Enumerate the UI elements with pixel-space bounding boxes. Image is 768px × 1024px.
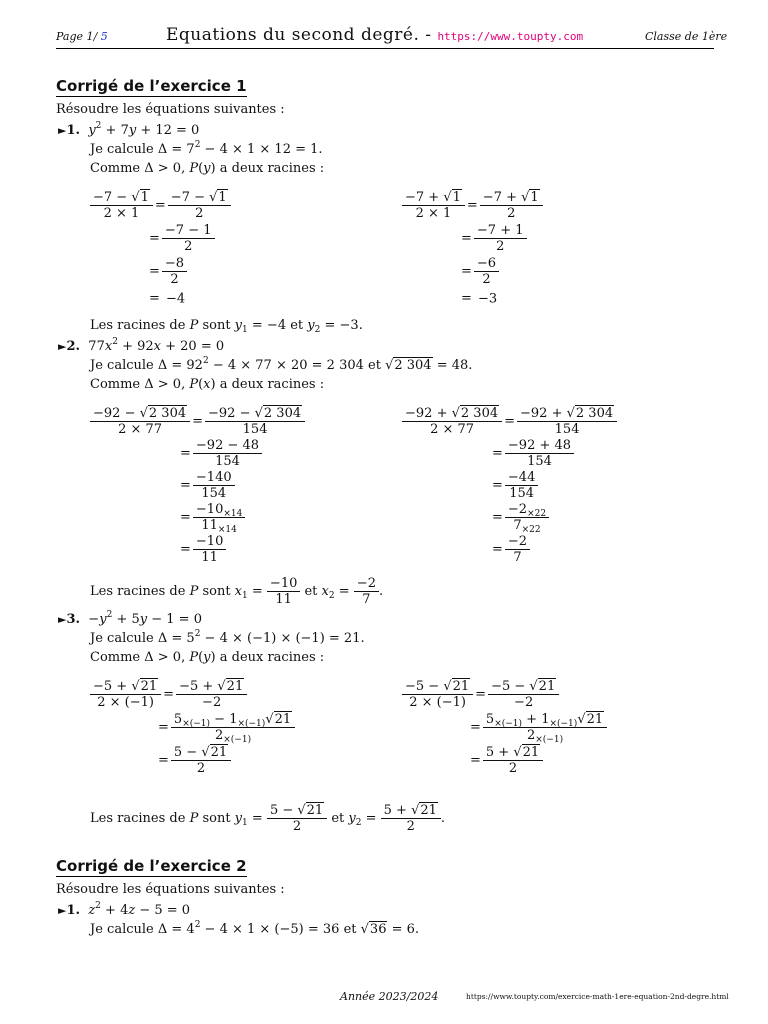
header-rule <box>56 48 714 49</box>
item-3-discriminant: Je calcule $\Delta = 5^2 - 4 \times (-1) \times (-1) = 21$. <box>90 629 365 646</box>
ex2-item-1-discriminant: Je calcule $\Delta = 4^2 - 4 \times 1 \times (-5) = 36$ et √36 = 6. <box>90 920 420 937</box>
item-3-root-2-derivation: $\frac{-5 - √21}{2 \times (-1)}$ = $\frac{-5 - √21}{-2}$ = $\frac{5_{\times(-1)} + 1_{\times(-1)}√21}{2_{\times(-1)}}$ = $\frac{5 + √21}{2}$ <box>402 679 607 776</box>
item-2-conclusion: Les racines de P sont $x_1$ = $\frac{-10}{11}$ et $x_2$ = $\frac{-2}{7}$ . <box>90 576 384 607</box>
triangle-bullet-icon: ► <box>58 613 67 626</box>
page-total-link[interactable]: 5 <box>100 30 108 43</box>
item-label: 3. <box>66 612 81 627</box>
item-1-equation: ►1. $y^2 + 7y + 12 = 0$ <box>58 121 200 138</box>
section-heading-2: Corrigé de l’exercice 2 <box>56 857 247 875</box>
item-2-root-2-derivation: $\frac{-92 + √2 304}{2 \times 77}$ = $\frac{-92 + √2 304}{154}$ = $\frac{-92 + 48}{154}$ = $\frac{-44}{154}$ = $\frac{-2_{\times 22}}{7_{\times 22}}$ = $\frac{-2}{7}$ <box>402 406 617 565</box>
item-label: 2. <box>66 339 81 354</box>
item-1-conclusion: Les racines de P sont $y_1 = -4$ et $y_2 = -3$. <box>90 318 363 335</box>
intro-text-2: Résoudre les équations suivantes : <box>56 882 285 897</box>
triangle-bullet-icon: ► <box>58 340 67 353</box>
document-title: Equations du second degré. - <box>166 25 438 45</box>
item-1-root-2-derivation: $\frac{-7 + √1}{2 \times 1}$ = $\frac{-7 + √1}{2}$ = $\frac{-7 + 1}{2}$ = $\frac{-6}{2}$ = −3 <box>402 190 543 308</box>
item-1-comme: Comme Δ > 0, P(y) a deux racines : <box>90 161 325 176</box>
item-2-comme: Comme Δ > 0, P(x) a deux racines : <box>90 377 325 392</box>
header-url-link[interactable]: https://www.toupty.com <box>437 30 584 43</box>
item-3-comme: Comme Δ > 0, P(y) a deux racines : <box>90 650 325 665</box>
item-3-equation: ►3. $-y^2 + 5y - 1 = 0$ <box>58 610 202 627</box>
item-3-conclusion: Les racines de P sont $y_1$ = $\frac{5 - √21}{2}$ et $y_2$ = $\frac{5 + √21}{2}$ . <box>90 803 446 834</box>
intro-text-1: Résoudre les équations suivantes : <box>56 102 285 117</box>
page-label: Page 1/ <box>56 30 98 43</box>
item-1-root-1-derivation: $\frac{-7 - √1}{2 \times 1}$ = $\frac{-7 - √1}{2}$ = $\frac{-7 - 1}{2}$ = $\frac{-8}{2}$ = −4 <box>90 190 231 308</box>
item-label: 1. <box>66 123 81 138</box>
item-label: 1. <box>66 903 81 918</box>
class-label: Classe de 1ère <box>645 30 728 43</box>
triangle-bullet-icon: ► <box>58 904 67 917</box>
triangle-bullet-icon: ► <box>58 124 67 137</box>
ex2-item-1-equation: ►1. $z^2 + 4z - 5 = 0$ <box>58 901 191 918</box>
item-1-discriminant: Je calcule $\Delta = 7^2 - 4 \times 1 \times 12 = 1$. <box>90 140 323 157</box>
footer-url-link[interactable]: https://www.toupty.com/exercice-math-1ere-equation-2nd-degre.html <box>466 992 729 1001</box>
footer-year: Année 2023/2024 <box>340 990 439 1003</box>
item-2-root-1-derivation: $\frac{-92 - √2 304}{2 \times 77}$ = $\frac{-92 - √2 304}{154}$ = $\frac{-92 - 48}{154}$ = $\frac{-140}{154}$ = $\frac{-10_{\times 14}}{11_{\times 14}}$ = $\frac{-10}{11}$ <box>90 406 305 565</box>
page-title <box>166 25 583 45</box>
section-heading-1: Corrigé de l’exercice 1 <box>56 77 247 95</box>
page-indicator <box>56 30 108 43</box>
item-2-discriminant: Je calcule $\Delta = 92^2 - 4 \times 77 \times 20 = 2$ 304 et √2 304 = 48. <box>90 356 473 373</box>
item-2-equation: ►2. $77x^2 + 92x + 20 = 0$ <box>58 337 225 354</box>
item-3-root-1-derivation: $\frac{-5 + √21}{2 \times (-1)}$ = $\frac{-5 + √21}{-2}$ = $\frac{5_{\times(-1)} - 1_{\times(-1)}√21}{2_{\times(-1)}}$ = $\frac{5 - √21}{2}$ <box>90 679 295 776</box>
